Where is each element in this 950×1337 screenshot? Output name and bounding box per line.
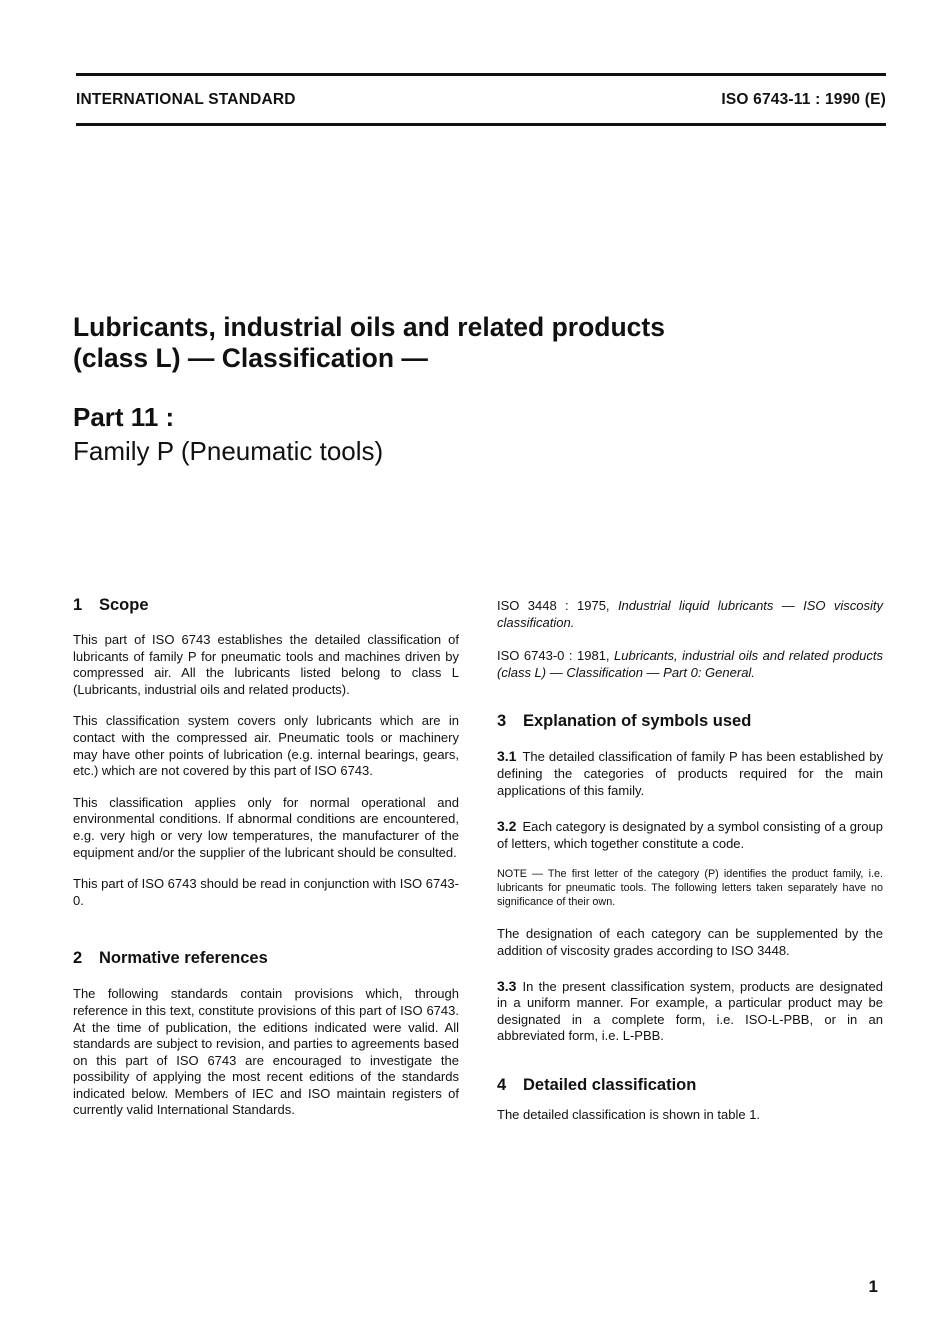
note: NOTE — The first letter of the category (P) identifies the product family, i.e. lubricants for pneumatic tools. The following letters taken separately have no significance of their own. bbox=[497, 868, 883, 909]
section-number: 2 bbox=[73, 949, 83, 968]
section-number: 1 bbox=[73, 596, 83, 614]
clause-3-3 bbox=[497, 978, 883, 1045]
standard-number: ISO 6743-11 : 1990 (E) bbox=[721, 91, 886, 108]
designation-paragraph: The designation of each category can be supplemented by the addition of viscosity grades according to ISO 3448. bbox=[497, 926, 883, 958]
section-title: Detailed classification bbox=[523, 1075, 697, 1094]
reference-code: ISO 6743-0 : 1981, bbox=[497, 648, 610, 664]
page-number: 1 bbox=[868, 1277, 878, 1296]
document-type: INTERNATIONAL STANDARD bbox=[76, 91, 296, 108]
reference-iso-6743-0 bbox=[497, 648, 883, 681]
section-2-heading bbox=[73, 948, 459, 968]
part-label: Part 11 : bbox=[73, 402, 175, 432]
left-column bbox=[73, 595, 459, 1119]
detailed-paragraph: The detailed classification is shown in table 1. bbox=[497, 1106, 761, 1122]
scope-paragraph: This part of ISO 6743 establishes the detailed classification of lubricants of family P for pneumatic tools and machines driven by compressed air. All the lubricants listed belong to class L (Lubricants, industrial oils and related products). bbox=[73, 632, 459, 697]
right-column bbox=[497, 598, 883, 1124]
scope-paragraph: This classification applies only for normal operational and environmental conditions. If abnormal conditions are encountered, e.g. very high or very low temperatures, the manufacturer of the equipment and/or the supplier of the lubricant should be consulted. bbox=[73, 794, 459, 860]
clause-number: 3.2 bbox=[497, 818, 517, 835]
section-title: Explanation of symbols used bbox=[523, 712, 752, 731]
reference-title: Lubricants, industrial oils and related products (class L) — Classification — Part 0: General. bbox=[497, 648, 883, 680]
title-line-1: Lubricants, industrial oils and related products bbox=[73, 312, 665, 342]
header-rule-bottom bbox=[76, 123, 886, 126]
scope-paragraph: This classification system covers only lubricants which are in contact with the compressed air. Pneumatic tools or machinery may have other points of lubrication (e.g. internal bearings, gears, etc.) which are not covered by this part of ISO 6743. bbox=[73, 713, 459, 779]
part-subtitle: Family P (Pneumatic tools) bbox=[73, 436, 384, 466]
section-title: Normative references bbox=[99, 949, 268, 968]
section-4-heading bbox=[497, 1075, 883, 1095]
section-number: 3 bbox=[497, 712, 507, 731]
section-number: 4 bbox=[497, 1075, 507, 1094]
title-line-2: (class L) — Classification — bbox=[73, 343, 428, 373]
clause-3-2 bbox=[497, 818, 883, 852]
clause-text: Each category is designated by a symbol consisting of a group of letters, which together constitute a code. bbox=[497, 819, 883, 851]
clause-number: 3.1 bbox=[497, 748, 517, 765]
reference-title: Industrial liquid lubricants — ISO viscosity classification. bbox=[497, 598, 884, 630]
document-title bbox=[73, 312, 873, 374]
normative-paragraph: The following standards contain provisions which, through reference in this text, constitute provisions of this part of ISO 6743. At the time of publication, the editions indicated were valid. All standards are subject to revision, and parties to agreements based on this part of ISO 6743 are encouraged to investigate the possibility of applying the most recent editions of the standards indicated below. Members of IEC and ISO maintain registers of currently valid International Standards. bbox=[73, 986, 459, 1118]
scope-paragraph: This part of ISO 6743 should be read in conjunction with ISO 6743-0. bbox=[73, 876, 459, 908]
header-rule-top bbox=[76, 73, 886, 76]
clause-text: The detailed classification of family P has been established by defining the categories of products required for the main applications of this family. bbox=[497, 749, 883, 798]
section-1-heading bbox=[73, 595, 459, 615]
section-3-heading bbox=[497, 711, 883, 731]
clause-3-1 bbox=[497, 748, 883, 799]
reference-code: ISO 3448 : 1975, bbox=[497, 598, 610, 613]
reference-iso-3448 bbox=[497, 598, 883, 631]
clause-text: In the present classification system, products are designated in a uniform manner. For example, a particular product may be designated in a complete form, i.e. ISO-L-PBB, or in an abbreviated form, i.e. L-PBB. bbox=[497, 978, 883, 1044]
section-title: Scope bbox=[99, 596, 149, 614]
clause-number: 3.3 bbox=[497, 977, 517, 994]
